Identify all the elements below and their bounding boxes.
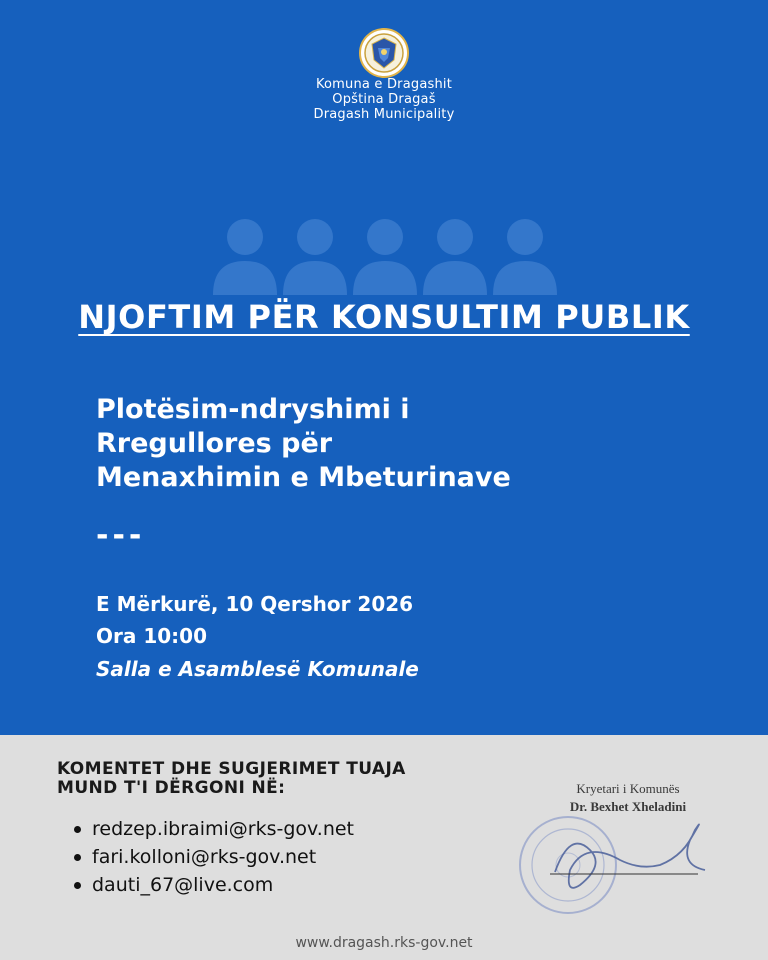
email-address[interactable]: fari.kolloni@rks-gov.net [72, 843, 354, 871]
official-stamp-signature [510, 810, 720, 920]
event-time: Ora 10:00 [96, 624, 207, 648]
email-address[interactable]: redzep.ibraimi@rks-gov.net [72, 815, 354, 843]
website-link[interactable]: www.dragash.rks-gov.net [295, 935, 473, 951]
separator: --- [96, 518, 146, 553]
consultation-subject [96, 393, 696, 495]
event-date: E Mërkurë, 10 Qershor 2026 [96, 592, 414, 616]
people-group-icon [205, 215, 565, 295]
municipality-name-albanian: Komuna e Dragashit [315, 77, 453, 92]
event-venue: Salla e Asamblesë Komunale [96, 657, 419, 681]
municipality-emblem-icon [359, 28, 409, 78]
notice-headline: NJOFTIM PËR KONSULTIM PUBLIK [78, 298, 690, 336]
municipality-name-english: Dragash Municipality [313, 107, 455, 122]
subject-line: Plotësim-ndryshimi i [96, 394, 410, 425]
email-address[interactable]: dauti_67@live.com [72, 871, 354, 899]
signature-title: Kryetari i Komunës [576, 781, 680, 796]
signature-name: Dr. Bexhet Xheladini [569, 799, 687, 814]
cta-line: KOMENTET DHE SUGJERIMET TUAJA [57, 759, 406, 779]
municipality-name-serbian: Opština Dragaš [332, 92, 436, 107]
subject-line: Menaxhimin e Mbeturinave [96, 462, 511, 493]
email-list [72, 815, 354, 899]
cta-line: MUND T'I DËRGONI NË: [57, 778, 286, 798]
subject-line: Rregullores për [96, 428, 333, 459]
comments-call-to-action [57, 760, 477, 798]
